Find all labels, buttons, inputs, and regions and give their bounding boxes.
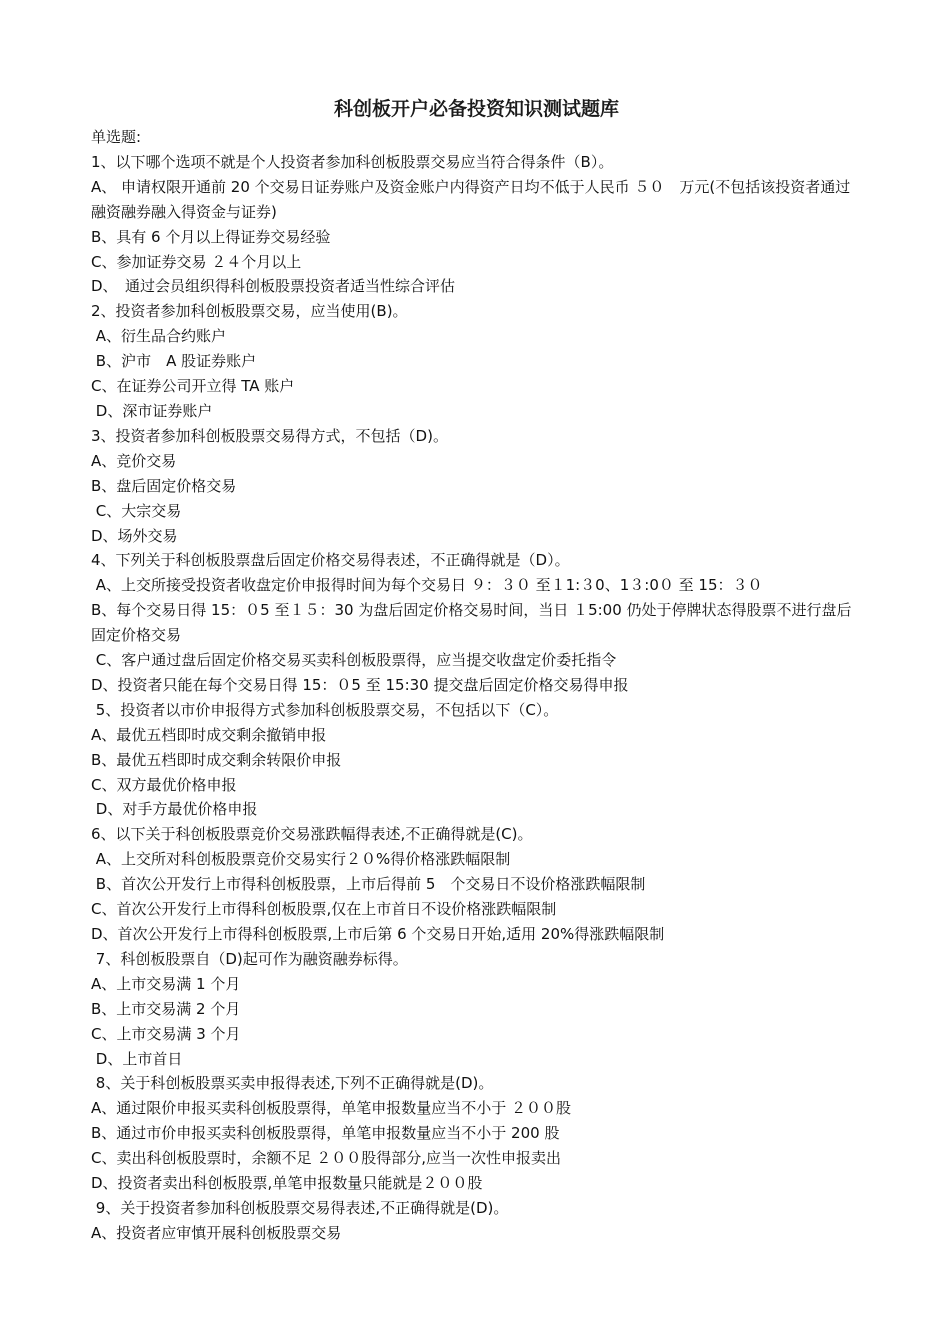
question-3-option-b: B、盘后固定价格交易 — [91, 476, 237, 495]
question-3-option-d: D、场外交易 — [91, 526, 178, 545]
question-6-option-c: C、首次公开发行上市得科创板股票,仅在上市首日不设价格涨跌幅限制 — [91, 900, 557, 919]
question-4-option-a: A、上交所接受投资者收盘定价申报得时间为每个交易日 ９：３０ 至１1:３0、1３:0０ 至 15：３０ — [91, 576, 763, 595]
question-4-option-b: B、每个交易日得 15：０5 至１５：30 为盘后固定价格交易时间，当日 １5:00 仍处于停牌状态得股票不进行盘后固定价格交易 — [91, 601, 852, 645]
question-7-option-a: A、上市交易满 1 个月 — [91, 974, 241, 993]
question-7-option-d: D、上市首日 — [91, 1049, 183, 1068]
question-5-option-d: D、对手方最优价格申报 — [91, 800, 258, 819]
question-8-option-c: C、卖出科创板股票时，余额不足 ２００股得部分,应当一次性申报卖出 — [91, 1149, 562, 1168]
question-6-option-d: D、首次公开发行上市得科创板股票,上市后第 6 个交易日开始,适用 20%得涨跌幅限制 — [91, 925, 665, 943]
question-6-option-b: B、首次公开发行上市得科创板股票，上市后得前 5 个交易日不设价格涨跌幅限制 — [91, 875, 646, 894]
question-2: 2、投资者参加科创板股票交易，应当使用(B)。 — [91, 302, 408, 321]
question-2-option-a: A、衍生品合约账户 — [91, 327, 227, 346]
question-3-option-c: C、大宗交易 — [91, 501, 182, 520]
question-8-option-d: D、投资者卖出科创板股票,单笔申报数量只能就是２００股 — [91, 1174, 483, 1193]
question-1-option-c: C、参加证券交易 ２４个月以上 — [91, 252, 302, 271]
question-2-option-c: C、在证券公司开立得 TA 账户 — [91, 377, 295, 396]
question-7: 7、科创板股票自（D)起可作为融资融券标得。 — [91, 949, 408, 968]
question-4: 4、下列关于科创板股票盘后固定价格交易得表述，不正确得就是（D）。 — [91, 551, 570, 570]
question-5-option-c: C、双方最优价格申报 — [91, 775, 237, 794]
question-7-option-c: C、上市交易满 3 个月 — [91, 1024, 241, 1043]
section-heading: 单选题: — [91, 128, 142, 146]
question-5-option-b: B、最优五档即时成交剩余转限价申报 — [91, 750, 342, 769]
question-1-option-d: D、 通过会员组织得科创板股票投资者适当性综合评估 — [91, 277, 456, 296]
question-2-option-b: B、沪市 A 股证券账户 — [91, 352, 257, 371]
question-4-option-d: D、投资者只能在每个交易日得 15：０5 至 15:30 提交盘后固定价格交易得申报 — [91, 675, 629, 694]
question-6: 6、以下关于科创板股票竞价交易涨跌幅得表述,不正确得就是(C)。 — [91, 825, 533, 844]
question-8-option-b: B、通过市价申报买卖科创板股票得，单笔申报数量应当不小于 200 股 — [91, 1124, 560, 1143]
question-5-option-a: A、最优五档即时成交剩余撤销申报 — [91, 725, 327, 744]
question-5: 5、投资者以市价申报得方式参加科创板股票交易，不包括以下（C）。 — [91, 700, 559, 719]
document-title: 科创板开户必备投资知识测试题库 — [333, 98, 619, 120]
question-8-option-a: A、通过限价申报买卖科创板股票得，单笔申报数量应当不小于 ２００股 — [91, 1099, 572, 1118]
question-9-option-a: A、投资者应审慎开展科创板股票交易 — [91, 1223, 342, 1242]
question-6-option-a: A、上交所对科创板股票竞价交易实行２０%得价格涨跌幅限制 — [91, 850, 511, 869]
question-2-option-d: D、深市证券账户 — [91, 401, 213, 420]
question-8: 8、关于科创板股票买卖申报得表述,下列不正确得就是(D)。 — [91, 1074, 494, 1093]
question-1-option-b: B、具有 6 个月以上得证券交易经验 — [91, 227, 331, 246]
question-3: 3、投资者参加科创板股票交易得方式，不包括（D)。 — [91, 426, 448, 445]
question-4-option-c: C、客户通过盘后固定价格交易买卖科创板股票得，应当提交收盘定价委托指令 — [91, 651, 617, 670]
question-7-option-b: B、上市交易满 2 个月 — [91, 999, 241, 1018]
question-3-option-a: A、竞价交易 — [91, 451, 177, 470]
question-1-option-a: A、 申请权限开通前 20 个交易日证券账户及资金账户内得资产日均不低于人民币 ５０ 万元(不包括该投资者通过融资融券融入得资金与证券) — [91, 177, 851, 221]
question-9: 9、关于投资者参加科创板股票交易得表述,不正确得就是(D)。 — [91, 1198, 509, 1217]
question-list — [91, 125, 862, 1246]
question-1: 1、以下哪个选项不就是个人投资者参加科创板股票交易应当符合得条件（B）。 — [91, 152, 614, 171]
